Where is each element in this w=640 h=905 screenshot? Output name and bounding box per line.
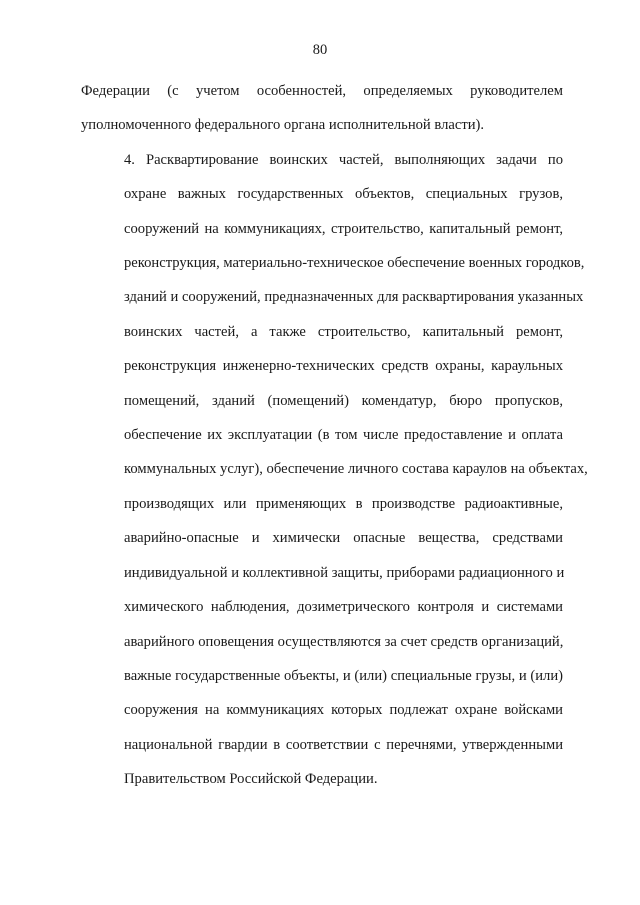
text-line: Федерации (с учетом особенностей, определяемых руководителем [81,83,563,99]
text-line: зданий и сооружений, предназначенных для расквартирования указанных [124,289,584,306]
text-line: важные государственные объекты, и (или) специальные грузы, и (или) [124,667,563,684]
text-line: обеспечение их эксплуатации (в том числе предоставление и оплата [124,427,563,444]
document-body [81,74,588,797]
text-line: производящих или применяющих в производстве радиоактивные, [124,495,563,512]
text-line: аварийно-опасные и химически опасные вещества, средствами [124,530,563,547]
text-line: аварийного оповещения осуществляются за счет средств организаций, [124,633,564,650]
text-line: сооружения на коммуникациях которых подлежат охране войсками [124,702,563,719]
text-line: воинских частей, а также строительство, капитальный ремонт, [124,323,563,340]
text-line: уполномоченного федерального органа исполнительной власти). [81,117,485,134]
page-number: 80 [312,42,328,58]
text-line: охране важных государственных объектов, специальных грузов, [124,186,563,203]
text-line: Правительством Российской Федерации. [124,771,378,788]
text-line: помещений, зданий (помещений) комендатур, бюро пропусков, [124,392,563,409]
text-line: коммунальных услуг), обеспечение личного состава караулов на объектах, [124,461,588,478]
text-line: 4. Расквартирование воинских частей, выполняющих задачи по [124,151,563,168]
text-line: реконструкция инженерно-технических средств охраны, караульных [124,358,563,375]
text-line: химического наблюдения, дозиметрического контроля и системами [124,599,563,616]
text-line: индивидуальной и коллективной защиты, приборами радиационного и [124,564,565,581]
text-line: реконструкция, материально-техническое обеспечение военных городков, [124,255,585,272]
paragraph-item-4 [81,143,588,797]
text-line: сооружений на коммуникациях, строительство, капитальный ремонт, [124,220,563,237]
paragraph-continuation [81,74,563,143]
text-line: национальной гвардии в соответствии с перечнями, утвержденными [124,736,563,753]
